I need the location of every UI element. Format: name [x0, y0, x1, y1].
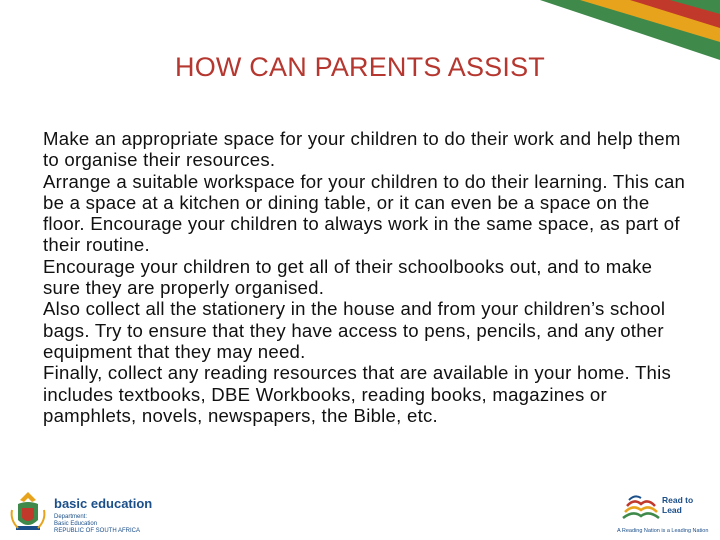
paragraph-2: Arrange a suitable workspace for your children to do their learning. This can be a space at a kitchen or dining table, or it can even be a space on the floor. Encourage your children to always work in the same space, as part of their routine. — [43, 170, 686, 256]
coat-of-arms-icon — [8, 490, 48, 536]
slide-body — [43, 128, 693, 426]
basic-education-brand: basic education — [54, 496, 153, 511]
paragraph-3: Encourage your children to get all of their schoolbooks out, and to make sure they are properly organised. — [43, 255, 653, 299]
department-line: Department: — [54, 514, 88, 520]
slide-title: HOW CAN PARENTS ASSIST — [175, 52, 545, 82]
read-to-lead-label: Read to Lead — [662, 495, 694, 515]
read-to-lead-logo — [615, 490, 715, 538]
department-line: REPUBLIC OF SOUTH AFRICA — [54, 528, 141, 534]
department-line: Basic Education — [54, 521, 98, 527]
basic-education-logo — [8, 490, 228, 538]
department-text — [54, 514, 140, 535]
paragraph-5: Finally, collect any reading resources that are available in your home. This includes textbooks, DBE Workbooks, reading books, magazines or pamphlets, novels, newspapers, the Bible, etc. — [43, 362, 672, 426]
open-book-icon — [619, 492, 663, 526]
paragraph-4: Also collect all the stationery in the house and from your children’s school bags. Try to ensure that they have access to pens, pencils, and any other equipment that they may need. — [43, 298, 666, 362]
paragraph-1: Make an appropriate space for your children to do their work and help them to organise their resources. — [43, 128, 681, 171]
read-to-lead-tagline: A Reading Nation is a Leading Nation — [617, 528, 709, 534]
decorative-corner-stripes — [520, 0, 720, 60]
